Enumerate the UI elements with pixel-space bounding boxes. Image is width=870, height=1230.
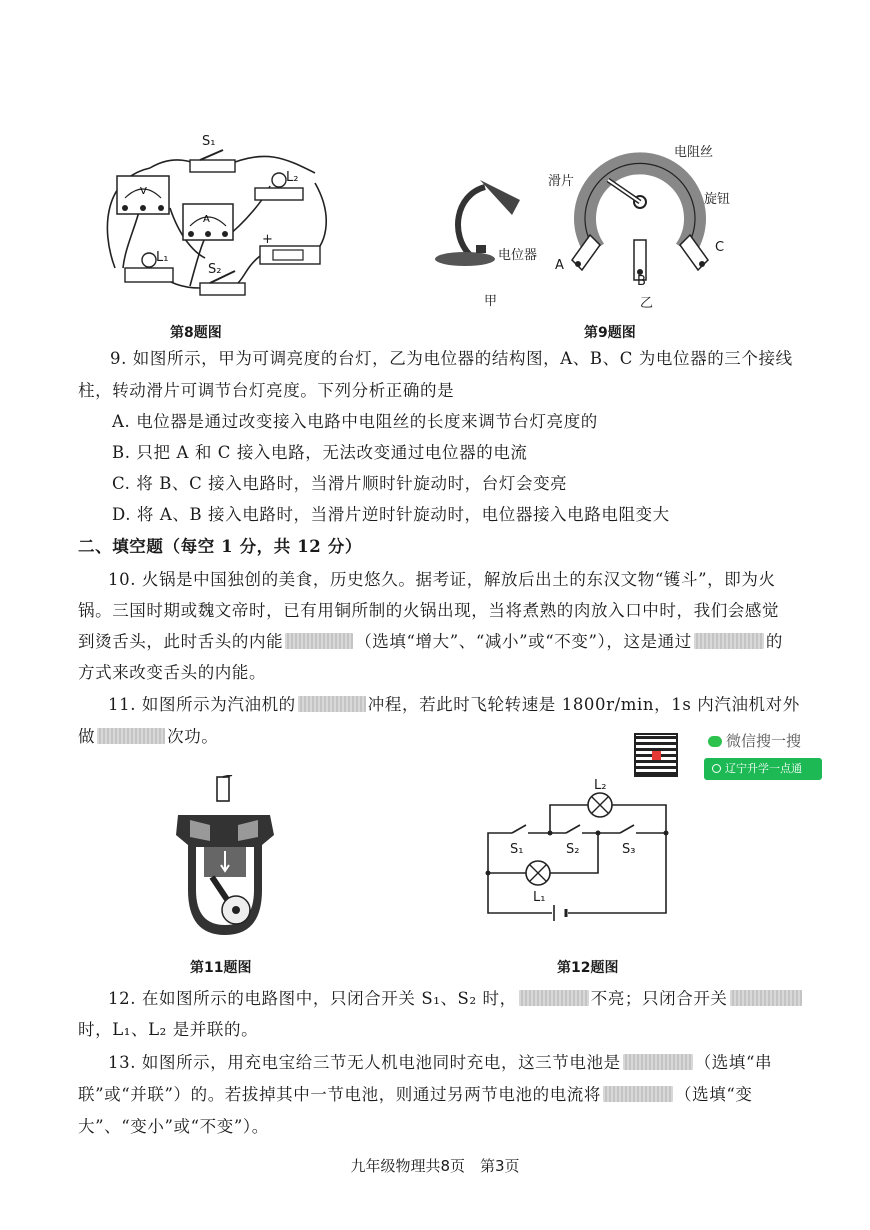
fig11-caption: 第11题图 xyxy=(190,960,252,976)
fig9-label-b: B xyxy=(637,274,646,289)
q11-line2-part1: 做 xyxy=(78,727,96,746)
q9-stem-line1: 9. 如图所示，甲为可调亮度的台灯，乙为电位器的结构图，A、B、C 为电位器的三个接线 xyxy=(110,349,793,368)
fig9-label-a: A xyxy=(555,258,564,273)
svg-text:V: V xyxy=(140,186,147,197)
q13-blank-2[interactable] xyxy=(603,1086,673,1102)
q9-option-c: C. 将 B、C 接入电路时，当滑片顺时针旋动时，台灯会变亮 xyxy=(112,474,568,493)
page-footer: 九年级物理共8页 第3页 xyxy=(350,1157,520,1175)
fig12-caption: 第12题图 xyxy=(557,960,619,976)
fig9-slider-label: 滑片 xyxy=(548,174,575,189)
section-2-title: 二、填空题（每空 1 分，共 12 分） xyxy=(78,537,362,556)
figure-8-circuit xyxy=(95,128,335,308)
fig12-label-l2: L₂ xyxy=(594,778,607,793)
q9-stem-line2: 柱，转动滑片可调节台灯亮度。下列分析正确的是 xyxy=(78,381,455,400)
fig8-caption: 第8题图 xyxy=(170,325,222,341)
search-icon xyxy=(712,764,721,773)
q11-blank-2[interactable] xyxy=(97,728,165,744)
q11-line2 xyxy=(78,721,794,753)
q10-line3 xyxy=(78,626,794,658)
q10-line3-part2: （选填“增大”、“减小”或“不变”），这是通过 xyxy=(355,632,692,651)
svg-text:A: A xyxy=(203,214,210,225)
q10-line3-part1: 到烫舌头，此时舌头的内能 xyxy=(78,632,284,651)
q13-line2 xyxy=(78,1079,794,1111)
fig9-potentiometer-label: 电位器 xyxy=(498,248,538,263)
wechat-search-text: 微信搜一搜 xyxy=(726,732,802,750)
fig9-wire-label: 电阻丝 xyxy=(674,145,714,160)
q12-line1-part2: 不亮；只闭合开关 xyxy=(590,989,728,1008)
q11-line1-part2: 冲程，若此时飞轮转速是 1800r/min，1s 内汽油机对外 xyxy=(367,695,800,714)
q11-line1-part1: 11. 如图所示为汽油机的 xyxy=(108,695,296,714)
q12-line2: 时，L₁、L₂ 是并联的。 xyxy=(78,1020,259,1039)
fig8-label-l1: L₁ xyxy=(156,250,169,265)
wechat-button-label: 辽宁升学一点通 xyxy=(725,762,802,775)
q12-line1-part1: 12. 在如图所示的电路图中，只闭合开关 S₁、S₂ 时， xyxy=(108,989,517,1008)
q10-blank-1[interactable] xyxy=(285,633,353,649)
fig12-label-s3: S₃ xyxy=(622,842,636,857)
q11-blank-1[interactable] xyxy=(298,696,366,712)
q10-blank-2[interactable] xyxy=(694,633,764,649)
wechat-icon xyxy=(708,736,722,747)
q13-line1 xyxy=(108,1047,824,1079)
q12-blank-1[interactable] xyxy=(519,990,589,1006)
q13-line1-part2: （选填“串 xyxy=(694,1053,773,1072)
q13-blank-1[interactable] xyxy=(623,1054,693,1070)
figure-9-potentiometer xyxy=(560,140,720,290)
fig9-label-c: C xyxy=(715,240,725,255)
fig8-label-l2: L₂ xyxy=(286,170,299,185)
q13-line3: 大”、“变小”或“不变”）。 xyxy=(78,1117,269,1136)
q9-option-a: A. 电位器是通过改变接入电路中电阻丝的长度来调节台灯亮度的 xyxy=(112,412,598,431)
wechat-search[interactable] xyxy=(708,730,801,751)
fig12-label-s2: S₂ xyxy=(566,842,580,857)
wechat-search-button[interactable] xyxy=(704,758,822,780)
q9-option-b: B. 只把 A 和 C 接入电路，无法改变通过电位器的电流 xyxy=(112,443,528,462)
q12-blank-2[interactable] xyxy=(730,990,802,1006)
qr-logo-icon xyxy=(652,751,661,760)
q10-line2: 锅。三国时期或魏文帝时，已有用铜所制的火锅出现，当将煮熟的肉放入口中时，我们会感觉 xyxy=(78,601,780,620)
fig12-label-s1: S₁ xyxy=(510,842,524,857)
figure-11-engine xyxy=(170,775,280,945)
fig12-label-l1: L₁ xyxy=(533,890,546,905)
fig9-knob-label: 旋钮 xyxy=(704,192,731,207)
q13-line2-part1: 联”或“并联”）的。若拔掉其中一节电池，则通过另两节电池的电流将 xyxy=(78,1085,602,1104)
fig9-jia-label: 甲 xyxy=(484,294,498,309)
fig9-caption: 第9题图 xyxy=(584,325,636,341)
q12-line1 xyxy=(108,983,824,1015)
q11-line1 xyxy=(108,689,824,721)
q10-line4: 方式来改变舌头的内能。 xyxy=(78,663,267,682)
fig8-label-plus: + xyxy=(262,232,273,247)
q9-option-d: D. 将 A、B 接入电路时，当滑片逆时针旋动时，电位器接入电路电阻变大 xyxy=(112,505,670,524)
fig9-yi-label: 乙 xyxy=(640,296,654,311)
q13-line2-part2: （选填“变 xyxy=(675,1085,753,1104)
q10-line1: 10. 火锅是中国独创的美食，历史悠久。据考证，解放后出土的东汉文物“镬斗”，即为火 xyxy=(108,570,776,589)
qr-code[interactable] xyxy=(634,733,678,777)
q10-line3-part3: 的 xyxy=(765,632,783,651)
q13-line1-part1: 13. 如图所示，用充电宝给三节无人机电池同时充电，这三节电池是 xyxy=(108,1053,621,1072)
q11-line2-part2: 次功。 xyxy=(167,727,219,746)
fig8-label-s2: S₂ xyxy=(208,262,222,277)
fig8-label-s1: S₁ xyxy=(202,134,216,149)
